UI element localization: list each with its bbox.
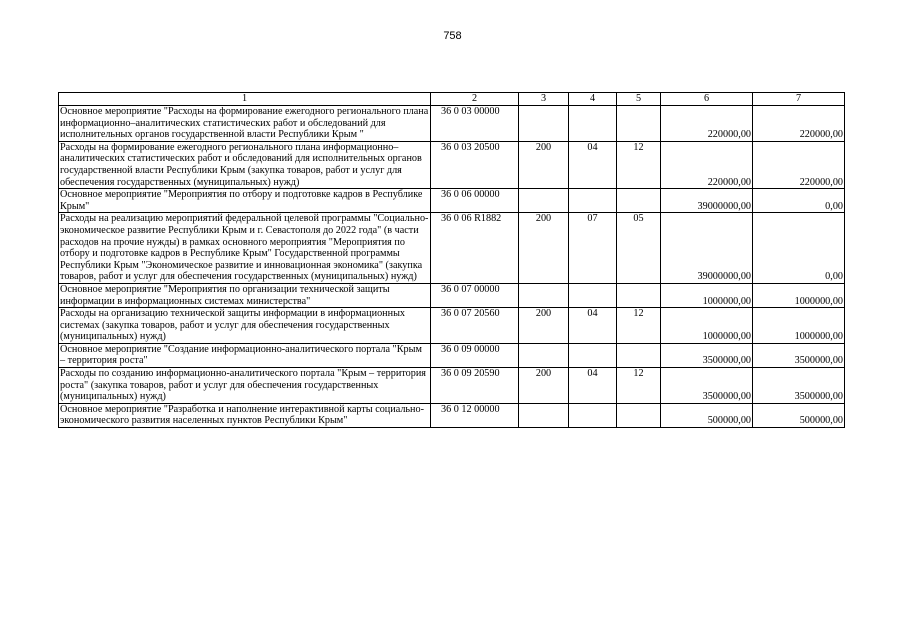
- amount-col7: 3500000,00: [753, 368, 845, 404]
- expense-type: 200: [519, 368, 569, 404]
- page-number: 758: [443, 30, 462, 42]
- amount-col7: 3500000,00: [753, 343, 845, 367]
- subsection-code: 12: [617, 368, 661, 404]
- expense-type: [519, 403, 569, 427]
- subsection-code: 12: [617, 141, 661, 188]
- expense-type: 200: [519, 141, 569, 188]
- expense-type: [519, 189, 569, 213]
- subsection-code: [617, 343, 661, 367]
- amount-col7: 1000000,00: [753, 308, 845, 344]
- expense-name: Расходы на реализацию мероприятий федеральной целевой программы "Социально-экономическое развитие Республики Крым и г. Севастополя до 2022 года" (в части расходов на прочие нужды) в рамках основного мероприятия "Мероприятия по отбору и подготовке кадров в Республике Крым" Государственной программы Республики Крым "Экономическое развитие и инновационная экономика" (закупка товаров, работ и услуг для обеспечения государственных (муниципальных) нужд): [59, 213, 431, 284]
- target-code: 36 0 07 00000: [431, 283, 519, 307]
- expense-name: Основное мероприятие "Мероприятия по организации технической защиты информации в информационных системах министерства": [59, 283, 431, 307]
- column-header: 7: [753, 93, 845, 106]
- amount-col6: 1000000,00: [661, 308, 753, 344]
- column-header: 3: [519, 93, 569, 106]
- section-code: 04: [569, 308, 617, 344]
- amount-col7: 220000,00: [753, 141, 845, 188]
- section-code: 04: [569, 141, 617, 188]
- target-code: 36 0 07 20560: [431, 308, 519, 344]
- expense-type: [519, 106, 569, 142]
- target-code: 36 0 09 20590: [431, 368, 519, 404]
- section-code: [569, 343, 617, 367]
- expense-type: [519, 343, 569, 367]
- target-code: 36 0 06 00000: [431, 189, 519, 213]
- column-header: 2: [431, 93, 519, 106]
- amount-col6: 3500000,00: [661, 343, 753, 367]
- subsection-code: [617, 403, 661, 427]
- table-row: [59, 189, 845, 213]
- amount-col6: 220000,00: [661, 141, 753, 188]
- target-code: 36 0 03 20500: [431, 141, 519, 188]
- subsection-code: [617, 189, 661, 213]
- header-row: [59, 93, 845, 106]
- column-header: 4: [569, 93, 617, 106]
- section-code: 04: [569, 368, 617, 404]
- section-code: [569, 106, 617, 142]
- table-row: [59, 141, 845, 188]
- table-row: [59, 213, 845, 284]
- amount-col6: 500000,00: [661, 403, 753, 427]
- column-header: 5: [617, 93, 661, 106]
- section-code: 07: [569, 213, 617, 284]
- amount-col6: 39000000,00: [661, 213, 753, 284]
- expense-name: Основное мероприятие "Расходы на формирование ежегодного регионального плана информационно–аналитических статистических работ и обследований для исполнительных органов государственной власти Республики Крым ": [59, 106, 431, 142]
- column-header: 6: [661, 93, 753, 106]
- amount-col6: 39000000,00: [661, 189, 753, 213]
- expense-name: Расходы на формирование ежегодного регионального плана информационно–аналитических статистических работ и обследований для исполнительных органов государственной власти Республики Крым (закупка товаров, работ и услуг для обеспечения государственных (муниципальных) нужд): [59, 141, 431, 188]
- table-row: [59, 283, 845, 307]
- amount-col6: 3500000,00: [661, 368, 753, 404]
- amount-col7: 500000,00: [753, 403, 845, 427]
- table-row: [59, 403, 845, 427]
- expense-name: Основное мероприятие "Разработка и наполнение интерактивной карты социально-экономического развития населенных пунктов Республики Крым": [59, 403, 431, 427]
- table-row: [59, 343, 845, 367]
- target-code: 36 0 12 00000: [431, 403, 519, 427]
- subsection-code: [617, 283, 661, 307]
- table-row: [59, 106, 845, 142]
- amount-col6: 1000000,00: [661, 283, 753, 307]
- amount-col6: 220000,00: [661, 106, 753, 142]
- subsection-code: 12: [617, 308, 661, 344]
- column-header: 1: [59, 93, 431, 106]
- table-row: [59, 308, 845, 344]
- expense-type: [519, 283, 569, 307]
- subsection-code: [617, 106, 661, 142]
- target-code: 36 0 03 00000: [431, 106, 519, 142]
- table-row: [59, 368, 845, 404]
- subsection-code: 05: [617, 213, 661, 284]
- section-code: [569, 403, 617, 427]
- section-code: [569, 189, 617, 213]
- expense-name: Расходы на организацию технической защиты информации в информационных системах (закупка товаров, работ и услуг для обеспечения государственных (муниципальных) нужд): [59, 308, 431, 344]
- amount-col7: 220000,00: [753, 106, 845, 142]
- amount-col7: 0,00: [753, 189, 845, 213]
- expense-name: Расходы по созданию информационно-аналитического портала "Крым – территория роста" (закупка товаров, работ и услуг для обеспечения государственных (муниципальных) нужд): [59, 368, 431, 404]
- amount-col7: 0,00: [753, 213, 845, 284]
- expense-type: 200: [519, 308, 569, 344]
- expense-name: Основное мероприятие "Создание информационно-аналитического портала "Крым – территория роста": [59, 343, 431, 367]
- budget-table: [58, 92, 845, 428]
- expense-type: 200: [519, 213, 569, 284]
- expense-name: Основное мероприятие "Мероприятия по отбору и подготовке кадров в Республике Крым": [59, 189, 431, 213]
- amount-col7: 1000000,00: [753, 283, 845, 307]
- section-code: [569, 283, 617, 307]
- target-code: 36 0 09 00000: [431, 343, 519, 367]
- target-code: 36 0 06 R1882: [431, 213, 519, 284]
